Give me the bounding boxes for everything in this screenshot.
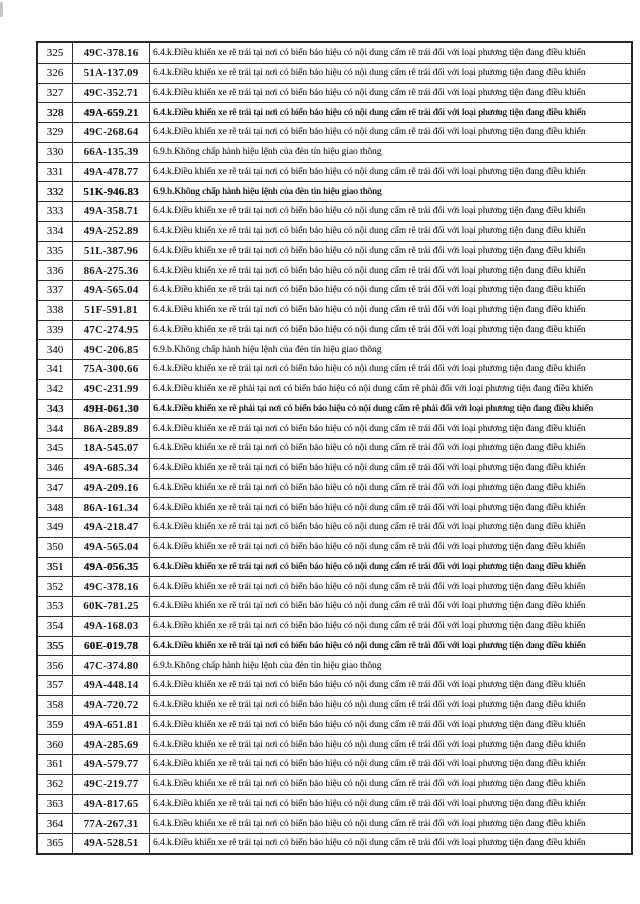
violation-text-cell: 6.4.k.Điều khiển xe rẽ trái tại nơi có biển báo hiệu có nội dung cấm rẽ trái đối với loại phương tiện đang điều khiển (153, 581, 586, 592)
license-plate-cell: 49A-579.77 (72, 755, 150, 774)
row-number-cell: 356 (46, 659, 64, 672)
license-plate-cell: 49A-659.21 (72, 103, 150, 122)
table-row (38, 497, 631, 517)
license-plate-cell: 49C-268.64 (72, 123, 150, 142)
license-plate-cell: 60K-781.25 (72, 597, 150, 616)
violation-text-cell: 6.4.k.Điều khiển xe rẽ trái tại nơi có biển báo hiệu có nội dung cấm rẽ trái đối với loại phương tiện đang điều khiển (153, 779, 586, 790)
table-row (38, 794, 631, 814)
row-number-cell: 354 (46, 620, 64, 633)
row-number-cell: 362 (46, 778, 64, 791)
license-plate-cell: 18A-545.07 (72, 439, 150, 458)
row-number-cell: 326 (46, 67, 64, 80)
row-number-cell: 361 (46, 758, 64, 771)
row-number-cell: 352 (46, 580, 64, 593)
row-number-cell: 349 (46, 521, 64, 534)
violation-text-cell: 6.9.b.Không chấp hành hiệu lệnh của đèn tín hiệu giao thông (153, 344, 382, 355)
table-row (38, 63, 631, 83)
row-number-cell: 346 (46, 462, 64, 475)
row-number-cell: 338 (46, 304, 64, 317)
table-row (38, 43, 631, 63)
row-number-cell: 348 (46, 501, 64, 514)
license-plate-cell: 49H-061.30 (72, 400, 150, 419)
table-row (38, 636, 631, 656)
license-plate-cell: 49A-056.35 (72, 558, 150, 577)
table-row (38, 734, 631, 754)
table-row (38, 339, 631, 359)
license-plate-cell: 51K-946.83 (72, 182, 150, 201)
violation-text-cell: 6.4.k.Điều khiển xe rẽ trái tại nơi có biển báo hiệu có nội dung cấm rẽ trái đối với loại phương tiện đang điều khiển (153, 285, 586, 296)
table-row (38, 557, 631, 577)
table-row (38, 813, 631, 833)
row-number-cell: 337 (46, 284, 64, 297)
violation-text-cell: 6.4.k.Điều khiển xe rẽ trái tại nơi có biển báo hiệu có nội dung cấm rẽ trái đối với loại phương tiện đang điều khiển (153, 621, 586, 632)
license-plate-cell: 49A-252.89 (72, 222, 150, 241)
license-plate-cell: 49A-218.47 (72, 518, 150, 537)
table-row (38, 655, 631, 675)
violation-text-cell: 6.4.k.Điều khiển xe rẽ trái tại nơi có biển báo hiệu có nội dung cấm rẽ trái đối với loại phương tiện đang điều khiển (153, 166, 586, 177)
table-row (38, 280, 631, 300)
license-plate-cell: 49A-565.04 (72, 281, 150, 300)
violation-text-cell: 6.4.k.Điều khiển xe rẽ trái tại nơi có biển báo hiệu có nội dung cấm rẽ trái đối với loại phương tiện đang điều khiển (153, 838, 586, 849)
table-row (38, 399, 631, 419)
violation-text-cell: 6.4.k.Điều khiển xe rẽ trái tại nơi có biển báo hiệu có nội dung cấm rẽ trái đối với loại phương tiện đang điều khiển (153, 324, 586, 335)
violation-text-cell: 6.4.k.Điều khiển xe rẽ trái tại nơi có biển báo hiệu có nội dung cấm rẽ trái đối với loại phương tiện đang điều khiển (153, 502, 586, 513)
violation-text-cell: 6.4.k.Điều khiển xe rẽ trái tại nơi có biển báo hiệu có nội dung cấm rẽ trái đối với loại phương tiện đang điều khiển (153, 818, 586, 829)
license-plate-cell: 49A-358.71 (72, 202, 150, 221)
table-row (38, 576, 631, 596)
table-row (38, 201, 631, 221)
license-plate-cell: 49A-720.72 (72, 696, 150, 715)
row-number-cell: 358 (46, 699, 64, 712)
scan-artifact (0, 2, 3, 17)
row-number-cell: 328 (46, 106, 64, 119)
violation-text-cell: 6.4.k.Điều khiển xe rẽ trái tại nơi có biển báo hiệu có nội dung cấm rẽ trái đối với loại phương tiện đang điều khiển (153, 305, 586, 316)
row-number-cell: 365 (46, 837, 64, 850)
violation-text-cell: 6.4.k.Điều khiển xe rẽ trái tại nơi có biển báo hiệu có nội dung cấm rẽ trái đối với loại phương tiện đang điều khiển (153, 680, 586, 691)
table-row (38, 754, 631, 774)
table-row (38, 241, 631, 261)
license-plate-cell: 49A-209.16 (72, 479, 150, 498)
violation-text-cell: 6.4.k.Điều khiển xe rẽ trái tại nơi có biển báo hiệu có nội dung cấm rẽ trái đối với loại phương tiện đang điều khiển (153, 245, 586, 256)
license-plate-cell: 49C-206.85 (72, 340, 150, 359)
violation-text-cell: 6.4.k.Điều khiển xe rẽ trái tại nơi có biển báo hiệu có nội dung cấm rẽ trái đối với loại phương tiện đang điều khiển (153, 423, 586, 434)
license-plate-cell: 49A-448.14 (72, 676, 150, 695)
table-row (38, 675, 631, 695)
table-row (38, 774, 631, 794)
violation-text-cell: 6.9.b.Không chấp hành hiệu lệnh của đèn tín hiệu giao thông (153, 147, 382, 158)
table-row (38, 517, 631, 537)
row-number-cell: 360 (46, 738, 64, 751)
row-number-cell: 340 (46, 343, 64, 356)
table-row (38, 715, 631, 735)
violation-text-cell: 6.4.k.Điều khiển xe rẽ trái tại nơi có biển báo hiệu có nội dung cấm rẽ trái đối với loại phương tiện đang điều khiển (153, 542, 586, 553)
license-plate-cell: 49C-219.77 (72, 775, 150, 794)
license-plate-cell: 49A-817.65 (72, 795, 150, 814)
license-plate-cell: 49A-285.69 (72, 735, 150, 754)
violation-text-cell: 6.4.k.Điều khiển xe rẽ phải tại nơi có biển báo hiệu có nội dung cấm rẽ phải đối với loại phương tiện đang điều khiển (153, 384, 593, 395)
license-plate-cell: 49A-651.81 (72, 716, 150, 735)
license-plate-cell: 49A-528.51 (72, 834, 150, 853)
table-row (38, 142, 631, 162)
license-plate-cell: 49C-378.16 (72, 43, 150, 63)
row-number-cell: 339 (46, 323, 64, 336)
violation-text-cell: 6.4.k.Điều khiển xe rẽ trái tại nơi có biển báo hiệu có nội dung cấm rẽ trái đối với loại phương tiện đang điều khiển (153, 265, 586, 276)
table-row (38, 379, 631, 399)
license-plate-cell: 60E-019.78 (72, 637, 150, 656)
violation-text-cell: 6.4.k.Điều khiển xe rẽ trái tại nơi có biển báo hiệu có nội dung cấm rẽ trái đối với loại phương tiện đang điều khiển (153, 47, 586, 58)
row-number-cell: 353 (46, 600, 64, 613)
license-plate-cell: 49C-352.71 (72, 84, 150, 103)
row-number-cell: 343 (46, 402, 64, 415)
table-row (38, 181, 631, 201)
violation-text-cell: 6.4.k.Điều khiển xe rẽ trái tại nơi có biển báo hiệu có nội dung cấm rẽ trái đối với loại phương tiện đang điều khiển (153, 443, 586, 454)
violation-text-cell: 6.4.k.Điều khiển xe rẽ trái tại nơi có biển báo hiệu có nội dung cấm rẽ trái đối với loại phương tiện đang điều khiển (153, 640, 586, 651)
license-plate-cell: 49A-478.77 (72, 163, 150, 182)
violation-text-cell: 6.9.b.Không chấp hành hiệu lệnh của đèn tín hiệu giao thông (153, 660, 382, 671)
row-number-cell: 336 (46, 264, 64, 277)
table-row (38, 537, 631, 557)
row-number-cell: 335 (46, 244, 64, 257)
table-row (38, 300, 631, 320)
table-row (38, 438, 631, 458)
license-plate-cell: 66A-135.39 (72, 143, 150, 162)
violation-text-cell: 6.4.k.Điều khiển xe rẽ trái tại nơi có biển báo hiệu có nội dung cấm rẽ trái đối với loại phương tiện đang điều khiển (153, 364, 586, 375)
license-plate-cell: 51A-137.09 (72, 64, 150, 83)
table-row (38, 122, 631, 142)
row-number-cell: 341 (46, 363, 64, 376)
row-number-cell: 327 (46, 86, 64, 99)
violation-text-cell: 6.4.k.Điều khiển xe rẽ trái tại nơi có biển báo hiệu có nội dung cấm rẽ trái đối với loại phương tiện đang điều khiển (153, 107, 586, 118)
license-plate-cell: 86A-275.36 (72, 261, 150, 280)
violation-text-cell: 6.4.k.Điều khiển xe rẽ trái tại nơi có biển báo hiệu có nội dung cấm rẽ trái đối với loại phương tiện đang điều khiển (153, 522, 586, 533)
violation-text-cell: 6.4.k.Điều khiển xe rẽ trái tại nơi có biển báo hiệu có nội dung cấm rẽ trái đối với loại phương tiện đang điều khiển (153, 226, 586, 237)
table-row (38, 102, 631, 122)
violation-text-cell: 6.4.k.Điều khiển xe rẽ trái tại nơi có biển báo hiệu có nội dung cấm rẽ trái đối với loại phương tiện đang điều khiển (153, 759, 586, 770)
row-number-cell: 363 (46, 797, 64, 810)
violation-text-cell: 6.4.k.Điều khiển xe rẽ trái tại nơi có biển báo hiệu có nội dung cấm rẽ trái đối với loại phương tiện đang điều khiển (153, 798, 586, 809)
violation-text-cell: 6.9.b.Không chấp hành hiệu lệnh của đèn tín hiệu giao thông (153, 186, 382, 197)
license-plate-cell: 49A-565.04 (72, 538, 150, 557)
license-plate-cell: 49C-378.16 (72, 577, 150, 596)
table-row (38, 83, 631, 103)
row-number-cell: 325 (46, 46, 64, 59)
table-row (38, 616, 631, 636)
license-plate-cell: 49A-685.34 (72, 459, 150, 478)
table-row (38, 221, 631, 241)
row-number-cell: 347 (46, 481, 64, 494)
table-row (38, 596, 631, 616)
violation-text-cell: 6.4.k.Điều khiển xe rẽ trái tại nơi có biển báo hiệu có nội dung cấm rẽ trái đối với loại phương tiện đang điều khiển (153, 601, 586, 612)
violation-text-cell: 6.4.k.Điều khiển xe rẽ trái tại nơi có biển báo hiệu có nội dung cấm rẽ trái đối với loại phương tiện đang điều khiển (153, 739, 586, 750)
violation-text-cell: 6.4.k.Điều khiển xe rẽ trái tại nơi có biển báo hiệu có nội dung cấm rẽ trái đối với loại phương tiện đang điều khiển (153, 127, 586, 138)
table-row (38, 695, 631, 715)
table-row (38, 320, 631, 340)
row-number-cell: 359 (46, 718, 64, 731)
violation-text-cell: 6.4.k.Điều khiển xe rẽ trái tại nơi có biển báo hiệu có nội dung cấm rẽ trái đối với loại phương tiện đang điều khiển (153, 700, 586, 711)
row-number-cell: 351 (46, 560, 64, 573)
violation-text-cell: 6.4.k.Điều khiển xe rẽ trái tại nơi có biển báo hiệu có nội dung cấm rẽ trái đối với loại phương tiện đang điều khiển (153, 561, 586, 572)
license-plate-cell: 75A-300.66 (72, 360, 150, 379)
row-number-cell: 364 (46, 817, 64, 830)
row-number-cell: 357 (46, 679, 64, 692)
license-plate-cell: 49C-231.99 (72, 380, 150, 399)
violation-text-cell: 6.4.k.Điều khiển xe rẽ trái tại nơi có biển báo hiệu có nội dung cấm rẽ trái đối với loại phương tiện đang điều khiển (153, 68, 586, 79)
table-row (38, 260, 631, 280)
row-number-cell: 350 (46, 541, 64, 554)
row-number-cell: 333 (46, 205, 64, 218)
row-number-cell: 334 (46, 225, 64, 238)
row-number-cell: 355 (46, 639, 64, 652)
license-plate-cell: 77A-267.31 (72, 814, 150, 833)
license-plate-cell: 47C-374.80 (72, 656, 150, 675)
violation-text-cell: 6.4.k.Điều khiển xe rẽ trái tại nơi có biển báo hiệu có nội dung cấm rẽ trái đối với loại phương tiện đang điều khiển (153, 87, 586, 98)
table-row (38, 833, 631, 853)
license-plate-cell: 86A-289.89 (72, 419, 150, 438)
violation-text-cell: 6.4.k.Điều khiển xe rẽ trái tại nơi có biển báo hiệu có nội dung cấm rẽ trái đối với loại phương tiện đang điều khiển (153, 463, 586, 474)
table-row (38, 458, 631, 478)
license-plate-cell: 51L-387.96 (72, 242, 150, 261)
table-row (38, 418, 631, 438)
row-number-cell: 344 (46, 422, 64, 435)
violation-text-cell: 6.4.k.Điều khiển xe rẽ trái tại nơi có biển báo hiệu có nội dung cấm rẽ trái đối với loại phương tiện đang điều khiển (153, 719, 586, 730)
table-row (38, 478, 631, 498)
table-row (38, 359, 631, 379)
row-number-cell: 329 (46, 126, 64, 139)
license-plate-cell: 51F-591.81 (72, 301, 150, 320)
row-number-cell: 332 (46, 185, 64, 198)
license-plate-cell: 47C-274.95 (72, 321, 150, 340)
license-plate-cell: 86A-161.34 (72, 498, 150, 517)
row-number-cell: 345 (46, 442, 64, 455)
license-plate-cell: 49A-168.03 (72, 617, 150, 636)
violation-text-cell: 6.4.k.Điều khiển xe rẽ trái tại nơi có biển báo hiệu có nội dung cấm rẽ trái đối với loại phương tiện đang điều khiển (153, 482, 586, 493)
violation-text-cell: 6.4.k.Điều khiển xe rẽ trái tại nơi có biển báo hiệu có nội dung cấm rẽ trái đối với loại phương tiện đang điều khiển (153, 206, 586, 217)
violations-table (36, 41, 633, 855)
row-number-cell: 331 (46, 165, 64, 178)
table-row (38, 162, 631, 182)
row-number-cell: 342 (46, 383, 64, 396)
violation-text-cell: 6.4.k.Điều khiển xe rẽ phải tại nơi có biển báo hiệu có nội dung cấm rẽ phải đối với loại phương tiện đang điều khiển (153, 403, 593, 414)
row-number-cell: 330 (46, 146, 64, 159)
